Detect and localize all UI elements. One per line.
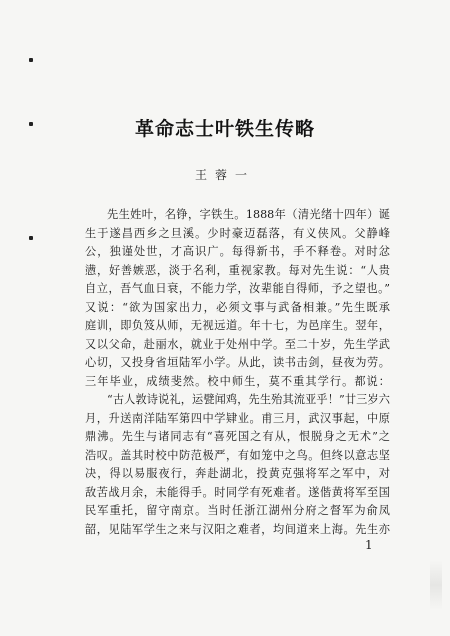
text-line: 民军重托，留守南京。当时任浙江湖州分府之督军为俞凤 bbox=[85, 504, 390, 517]
text-line: 敌苦战月余，未能得手。时同学有死难者。遂偕黄将军至国 bbox=[85, 485, 390, 499]
text-line: 三年毕业，成绩斐然。校中师生，莫不重其学行。都说： bbox=[85, 374, 390, 388]
text-line: 浩叹。盖其时校中防范极严，有如笼中之鸟。但终以意志坚 bbox=[85, 448, 390, 462]
scan-artifact bbox=[430, 560, 442, 610]
text-line: 又以父命，赴丽水，就业于处州中学。至二十岁，先生学武 bbox=[85, 337, 390, 351]
text-line: 庭训，即负笈从师，无视远道。年十七，为邑庠生。翌年， bbox=[85, 319, 390, 332]
body-text bbox=[85, 206, 390, 539]
page-number: 1 bbox=[365, 538, 373, 552]
text-line: 又说：“欲为国家出力，必须文事与武备相兼。”先生既承 bbox=[85, 300, 390, 314]
text-line: 自立，吾气血日衰，不能力学，汝辈能自得师，予之望也。” bbox=[85, 282, 390, 295]
text-line: 先生姓叶，名铮，字铁生。1888年（清光绪十四年）诞 bbox=[107, 208, 390, 221]
document-title: 革命志士叶铁生传略 bbox=[134, 118, 315, 140]
text-line: 决，得以易服夜行，奔赴湖北，投黄克强将军之军中，对 bbox=[85, 467, 390, 480]
text-line: 公，独谨处世，才高识广。每得新书，手不释卷。对时忿 bbox=[85, 245, 390, 258]
text-line: 韶，见陆军学生之来与汉阳之难者，均间道来上海。先生亦 bbox=[85, 522, 390, 536]
scan-margin-mark bbox=[29, 58, 33, 62]
author-name: 王蓉一 bbox=[194, 168, 255, 182]
scan-margin-mark bbox=[29, 236, 33, 240]
text-line: 鼎沸。先生与诸同志有“喜死国之有从，恨脱身之无术”之 bbox=[85, 430, 390, 443]
text-line: 懑，好善嫉恶，淡于名利，重视家教。每对先生说：“人贵 bbox=[85, 263, 390, 277]
text-line: 生于遂昌西乡之旦溪。少时豪迈磊落，有义侠风。父静峰 bbox=[85, 226, 390, 240]
text-line: “古人敦诗说礼，运甓闻鸡，先生殆其流亚乎！”廿三岁六 bbox=[107, 393, 390, 406]
text-line: 月，升送南洋陆军第四中学肄业。甫三月，武汉事起，中原 bbox=[85, 411, 390, 425]
text-line: 心切，又投身省垣陆军小学。从此，读书击剑，昼夜为劳。 bbox=[85, 356, 390, 369]
